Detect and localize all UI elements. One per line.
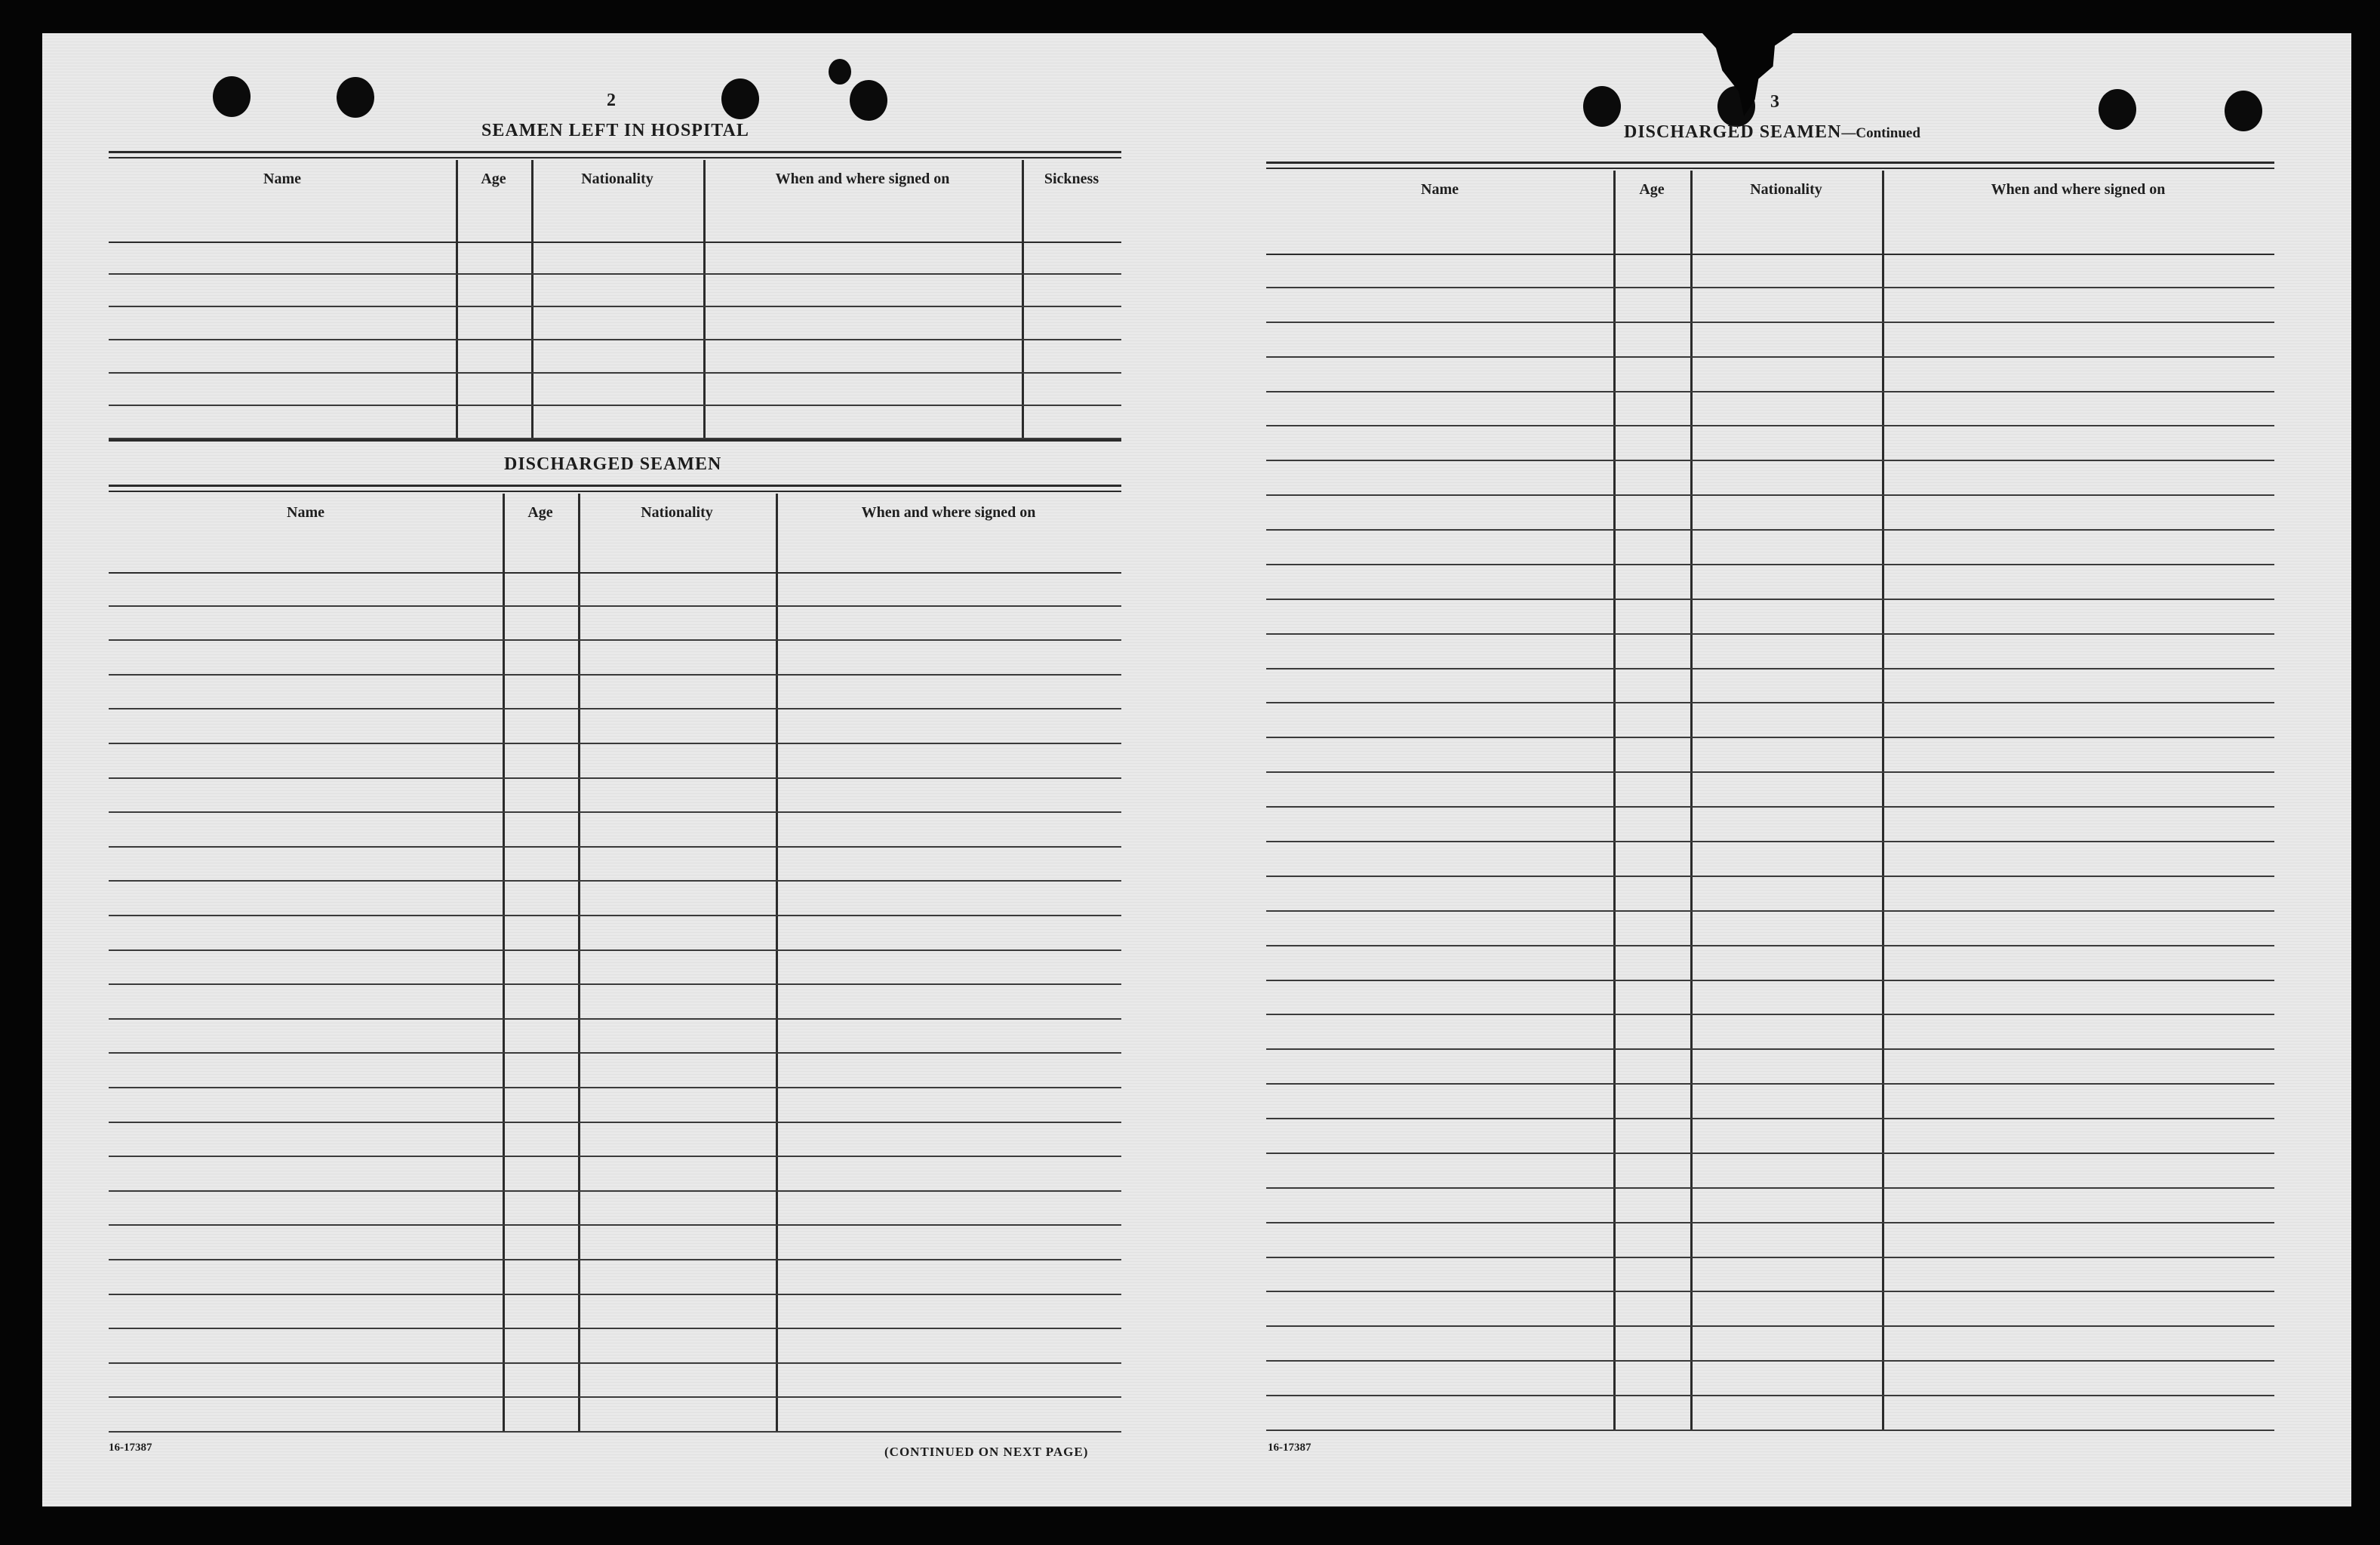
entry-line <box>1266 668 2274 669</box>
punch-hole <box>2225 91 2262 131</box>
punch-hole <box>829 59 851 85</box>
entry-line <box>1266 910 2274 912</box>
entry-line <box>109 1224 1121 1226</box>
entry-line <box>109 1362 1121 1364</box>
entry-line <box>109 743 1121 744</box>
entry-line <box>109 1294 1121 1295</box>
entry-line <box>1266 1360 2274 1362</box>
column-header-sickness: Sickness <box>1044 171 1099 187</box>
entry-line <box>1266 460 2274 461</box>
column-divider <box>503 494 505 1433</box>
entry-line <box>1266 391 2274 392</box>
entry-line <box>1266 1395 2274 1396</box>
right-page-number: 3 <box>1770 92 1779 112</box>
discharged-table <box>109 494 1121 1433</box>
entry-line <box>1266 287 2274 288</box>
column-divider <box>703 160 706 439</box>
entry-line <box>1266 322 2274 323</box>
entry-line <box>109 880 1121 882</box>
continued-note: (CONTINUED ON NEXT PAGE) <box>884 1445 1089 1459</box>
column-header-age: Age <box>1639 181 1665 198</box>
entry-line <box>109 1190 1121 1192</box>
left-page-number: 2 <box>607 91 616 110</box>
column-header-age: Age <box>527 504 553 521</box>
entry-line <box>1266 1257 2274 1258</box>
discharged-title-rule <box>109 485 1121 487</box>
column-header-name: Name <box>1421 181 1459 198</box>
punch-hole <box>213 76 251 117</box>
entry-line <box>1266 876 2274 877</box>
entry-line <box>109 1018 1121 1020</box>
entry-line <box>109 949 1121 951</box>
discharged-title-rule <box>109 491 1121 492</box>
column-header-nationality: Nationality <box>1750 181 1822 198</box>
entry-line <box>1266 1048 2274 1050</box>
entry-line <box>1266 980 2274 981</box>
entry-line <box>109 983 1121 985</box>
continued-table <box>1266 171 2274 1431</box>
entry-line <box>109 708 1121 709</box>
column-header-when-and-where-signed-on: When and where signed on <box>861 504 1036 521</box>
hospital-title-rule <box>109 151 1121 153</box>
hospital-bottom-rule <box>109 439 1121 442</box>
entry-line <box>1266 494 2274 496</box>
column-divider <box>1690 171 1693 1431</box>
header-rule <box>109 242 1121 243</box>
column-divider <box>776 494 778 1433</box>
entry-line <box>1266 633 2274 635</box>
discharged-section-title: DISCHARGED SEAMEN <box>504 454 722 474</box>
entry-line <box>1266 1291 2274 1292</box>
entry-line <box>1266 356 2274 358</box>
column-header-name: Name <box>263 171 301 187</box>
continued-title-main: DISCHARGED SEAMEN <box>1624 122 1842 142</box>
column-divider <box>578 494 580 1433</box>
entry-line <box>109 405 1121 406</box>
hospital-table <box>109 160 1121 439</box>
entry-line <box>1266 529 2274 531</box>
entry-line <box>1266 1014 2274 1015</box>
entry-line <box>109 339 1121 340</box>
entry-line <box>109 639 1121 641</box>
continued-title-rule <box>1266 168 2274 169</box>
header-rule <box>109 572 1121 574</box>
entry-line <box>1266 425 2274 426</box>
right-form-number: 16-17387 <box>1268 1442 1311 1454</box>
entry-line <box>109 605 1121 607</box>
entry-line <box>109 1396 1121 1398</box>
column-divider <box>456 160 458 439</box>
punch-hole <box>1583 86 1621 127</box>
punch-hole <box>2099 89 2136 130</box>
torn-edge <box>1702 33 1793 116</box>
entry-line <box>1266 737 2274 738</box>
entry-line <box>1266 1325 2274 1327</box>
ledger-sheet <box>42 33 2351 1507</box>
entry-line <box>109 1259 1121 1260</box>
entry-line <box>1266 1430 2274 1431</box>
continued-title-rule <box>1266 162 2274 164</box>
header-rule <box>1266 254 2274 255</box>
entry-line <box>1266 702 2274 703</box>
column-header-when-and-where-signed-on: When and where signed on <box>775 171 950 187</box>
entry-line <box>109 846 1121 848</box>
column-divider <box>1882 171 1884 1431</box>
entry-line <box>109 372 1121 374</box>
hospital-section-title: SEAMEN LEFT IN HOSPITAL <box>481 121 749 140</box>
entry-line <box>109 915 1121 916</box>
entry-line <box>1266 771 2274 773</box>
entry-line <box>1266 945 2274 946</box>
entry-line <box>1266 1153 2274 1154</box>
column-header-nationality: Nationality <box>641 504 713 521</box>
continued-title-suffix: —Continued <box>1841 125 1920 141</box>
entry-line <box>109 1156 1121 1157</box>
entry-line <box>1266 1118 2274 1119</box>
entry-line <box>109 674 1121 676</box>
entry-line <box>109 1328 1121 1329</box>
entry-line <box>1266 1222 2274 1223</box>
left-form-number: 16-17387 <box>109 1442 152 1454</box>
entry-line <box>1266 806 2274 808</box>
column-header-name: Name <box>287 504 324 521</box>
punch-hole <box>850 80 887 121</box>
column-divider <box>1613 171 1616 1431</box>
entry-line <box>1266 1083 2274 1085</box>
punch-hole <box>721 78 759 119</box>
punch-hole <box>337 77 374 118</box>
entry-line <box>109 1431 1121 1433</box>
column-header-nationality: Nationality <box>581 171 653 187</box>
entry-line <box>109 777 1121 779</box>
entry-line <box>109 1122 1121 1123</box>
entry-line <box>1266 1187 2274 1189</box>
column-header-when-and-where-signed-on: When and where signed on <box>1991 181 2166 198</box>
hospital-title-rule <box>109 157 1121 159</box>
entry-line <box>1266 841 2274 842</box>
column-header-age: Age <box>481 171 506 187</box>
column-divider <box>1022 160 1024 439</box>
entry-line <box>109 273 1121 275</box>
entry-line <box>109 1087 1121 1088</box>
entry-line <box>109 811 1121 813</box>
continued-section-title <box>1624 122 1920 143</box>
entry-line <box>1266 599 2274 600</box>
column-divider <box>531 160 534 439</box>
entry-line <box>109 306 1121 307</box>
entry-line <box>1266 564 2274 565</box>
entry-line <box>109 1052 1121 1054</box>
